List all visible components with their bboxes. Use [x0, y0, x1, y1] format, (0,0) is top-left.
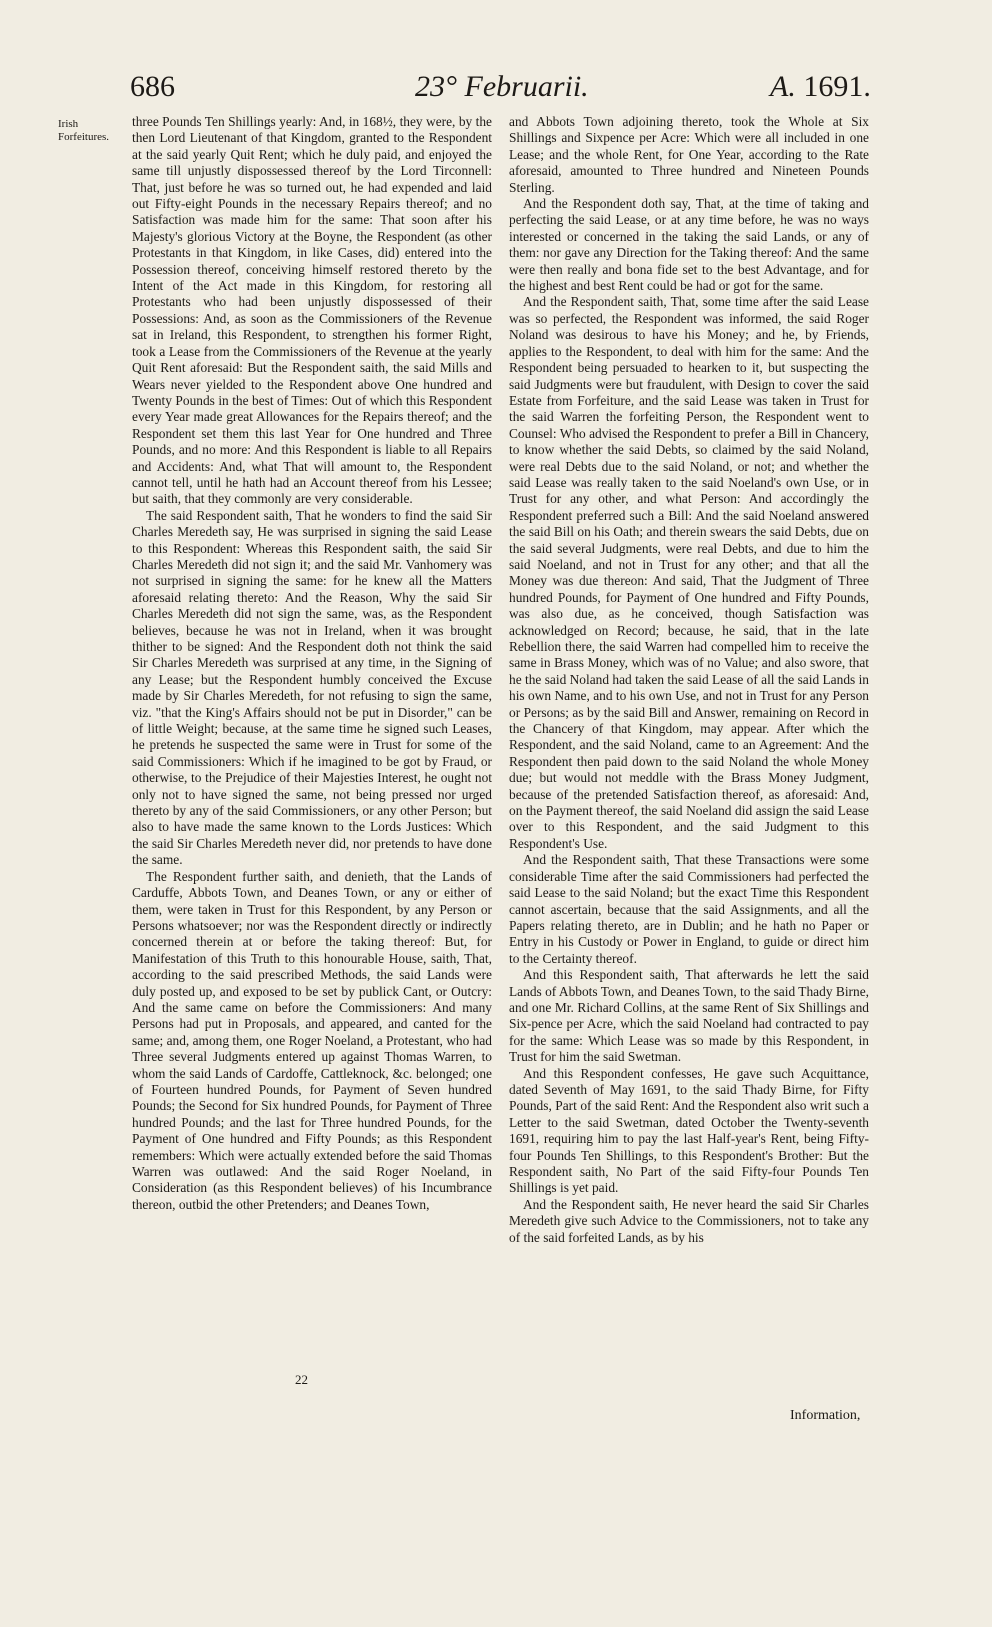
- right-paragraph-3: And the Respondent saith, That, some time after the said Lease was so perfected, the Respondent was informed, the said Roger Noland was desirous to have his Money; and he, by Friends, applies to the Respondent, to deal with him for the same: And the Respondent being persuaded to hearken to it, but suspecting the said Judgments were but fraudulent, with Design to cover the said Estate from Forfeiture, and the said Lease was taken in Trust for the said Warren the forfeiting Person, the Respondent went to Counsel: Who advised the Respondent to prefer a Bill in Chancery, to know whether the said Debts, so claimed by the said Noland, were real Debts due to the said Noland, or not; and whether the said Lease was really taken to the said Noeland's own Use, or in Trust for any other, and what Person: And accordingly the Respondent preferred such a Bill: And the said Noeland answered the said Bill on his Oath; and therein swears the said Debts, due on the said several Judgments, were real Debts, and due to him the said Noeland, and not in Trust for any other; and that all the Money was due thereon: And said, That the Judgment of Three hundred Pounds, for Payment of One hundred and Fifty Pounds, was also due, as he conceived, though Satisfaction was acknowledged on Record; because, he said, that in the late Rebellion there, the said Warren had compelled him to receive the same in Brass Money, which was of no Value; and also swore, that he the said Noland had taken the said Lease of all the said Lands in his own Name, and to his own Use, and not in Trust for any Person or Persons; as by the said Bill and Answer, remaining on Record in the Chancery of that Kingdom, may appear. After which the Respondent, and the said Noland, came to an Agreement: And the Respondent then paid down to the said Noland the whole Money due; but would not meddle with the Brass Money Judgment, because of the pretended Satisfaction thereof, as aforesaid: And, on the Payment thereof, the said Noeland did assign the said Lease over to this Respondent, and the said Judgment to this Respondent's Use.: [509, 294, 869, 851]
- right-paragraph-2: And the Respondent doth say, That, at the time of taking and perfecting the said Lease, or at any time before, he was no ways interested or concerned in the taking the said Lands, or any of them: nor gave any Direction for the Taking thereof: And the same were then really and bona fide set to the best Advantage, and for the highest and best Rent could be had or got for the same.: [509, 196, 869, 294]
- year-value: 1691.: [803, 70, 871, 103]
- right-paragraph-4: And the Respondent saith, That these Transactions were some considerable Time after the said Commissioners had perfected the said Lease to the said Noland; but the exact Time this Respondent cannot ascertain, because that the said Assignments, and all the Papers relating thereto, are in Dublin; and he hath no Paper or Entry in his Custody or Power in England, to guide or direct him to the Certainty thereof.: [509, 852, 869, 966]
- left-column: [132, 114, 492, 1366]
- right-paragraph-1: and Abbots Town adjoining thereto, took the Whole at Six Shillings and Sixpence per Acre: Which were all included in one Lease; and the whole Rent, for One Year, according to the Rate aforesaid, amounted to Three hundred and Nineteen Pounds Sterling.: [509, 114, 869, 195]
- right-paragraph-6: And this Respondent confesses, He gave such Acquittance, dated Seventh of May 1691, to the said Thady Birne, for Fifty Pounds, Part of the said Rent: And the Respondent also writ such a Letter to the said Swetman, dated October the Twenty-seventh 1691, requiring him to pay the last Half-year's Rent, being Fifty-four Pounds Ten Shillings, to this Respondent's Brother: But the Respondent saith, No Part of the said Fifty-four Pounds Ten Shillings is yet paid.: [509, 1065, 869, 1196]
- right-paragraph-5: And this Respondent saith, That afterwards he lett the said Lands of Abbots Town, and Deanes Town, to the said Thady Birne, and one Mr. Richard Collins, at the same Rent of Six Shillings and Six-pence per Acre, which the said Noeland had contracted to pay for the same: Which Lease was so made by this Respondent, in Trust for him the said Swetman.: [509, 967, 869, 1065]
- catchword: Information,: [790, 1408, 861, 1423]
- page-number: 686: [130, 70, 175, 103]
- year-prefix: A.: [770, 70, 796, 103]
- margin-note: Irish Forfeitures.: [58, 118, 110, 143]
- right-paragraph-7: And the Respondent saith, He never heard the said Sir Charles Meredeth give such Advice to the Commissioners, not to take any of the said forfeited Lands, as by his: [509, 1196, 869, 1245]
- left-paragraph-1: three Pounds Ten Shillings yearly: And, in 168½, they were, by the then Lord Lieutenant of that Kingdom, granted to the Respondent at the said yearly Quit Rent; which he duly paid, and enjoyed the same till unjustly dispossessed thereof by the Lord Tirconnell: That, just before he was so turned out, he had expended and laid out Fifty-eight Pounds in the necessary Repairs thereof; and no Satisfaction was made him for the same: That soon after his Majesty's glorious Victory at the Boyne, the Respondent (as other Protestants in that Kingdom, in like Cases, did) entered into the Possession thereof, conceiving himself restored thereto by the Intent of the Act made in this Kingdom, for restoring all Protestants who had been unjustly dispossessed of their Possessions: And, as soon as the Commissioners of the Revenue sat in Ireland, this Respondent, to strengthen his former Right, took a Lease from the Commissioners of the Revenue at the yearly Quit Rent aforesaid: But the Respondent saith, the said Mills and Wears never yielded to the Respondent above One hundred and Twenty Pounds in the best of Times: Out of which this Respondent every Year made great Allowances for the Repairs thereof; and the Respondent set them this last Year for One hundred and Three Pounds, and no more: And this Respondent is liable to all Repairs and Accidents: And, what That will amount to, the Respondent cannot tell, until he hath had an Account thereof from his Lessee; but saith, that they commonly are very considerable.: [132, 114, 492, 507]
- page-date: 23° Februarii.: [415, 70, 589, 103]
- right-column: [509, 114, 869, 1404]
- left-paragraph-2: The said Respondent saith, That he wonders to find the said Sir Charles Meredeth say, He was surprised in signing the said Lease to this Respondent: Whereas this Respondent saith, the said Sir Charles Meredeth did not sign it; and the said Mr. Vanhomery was not surprised in signing the same: for he knew all the Matters aforesaid relating thereto: And the Reason, Why the said Sir Charles Meredeth did not sign the same, was, as the Respondent believes, because he was not in Ireland, when it was brought thither to be signed: And the Respondent doth not think the said Sir Charles Meredeth was surprised at any time, in the Signing of any Lease; but the Respondent humbly conceived the Excuse made by Sir Charles Meredeth, for not refusing to sign the same, viz. "that the King's Affairs should not be put in Disorder," can be of little Weight; because, at the same time he signed such Leases, he pretends he suspected the same were in Trust for some of the said Commissioners: Which if he imagined to be got by Fraud, or otherwise, to the Prejudice of their Majesties Interest, he ought not only not to have signed the same, not being pressed nor urged thereto by any of the said Commissioners, or any other Person; but also to have made the same known to the Lords Justices: Which the said Sir Charles Meredeth never did, nor pretends to have done the same.: [132, 507, 492, 868]
- left-paragraph-3: The Respondent further saith, and denieth, that the Lands of Carduffe, Abbots Town, and Deanes Town, or any or either of them, were taken in Trust for this Respondent, by any Person or Persons whatsoever; nor was the Respondent directly or indirectly concerned therein at or before the taking thereof: But, for Manifestation of this Truth to this honourable House, saith, That, according to the said prescribed Methods, the said Lands were duly posted up, and exposed to be set by publick Cant, or Outcry: And the same came on before the Commissioners: And many Persons had put in Proposals, and appeared, and canted for the same; and, among them, one Roger Noeland, a Protestant, who had Three several Judgments entered up against Thomas Warren, to whom the said Lands of Cardoffe, Cattleknock, &c. belonged; one of Fourteen hundred Pounds, for Payment of Seven hundred Pounds; the Second for Six hundred Pounds, for Payment of Three hundred Pounds; and the last for Three hundred Pounds, for the Payment of One hundred and Fifty Pounds; as this Respondent remembers: Which were actually extended before the said Thomas Warren was outlawed: And the said Roger Noeland, in Consideration (as this Respondent believes) of his Incumbrance thereon, outbid the other Pretenders; and Deanes Town,: [132, 868, 492, 1212]
- page-year: [770, 70, 871, 104]
- signature-mark: 22: [295, 1372, 308, 1387]
- page-header: [0, 70, 992, 110]
